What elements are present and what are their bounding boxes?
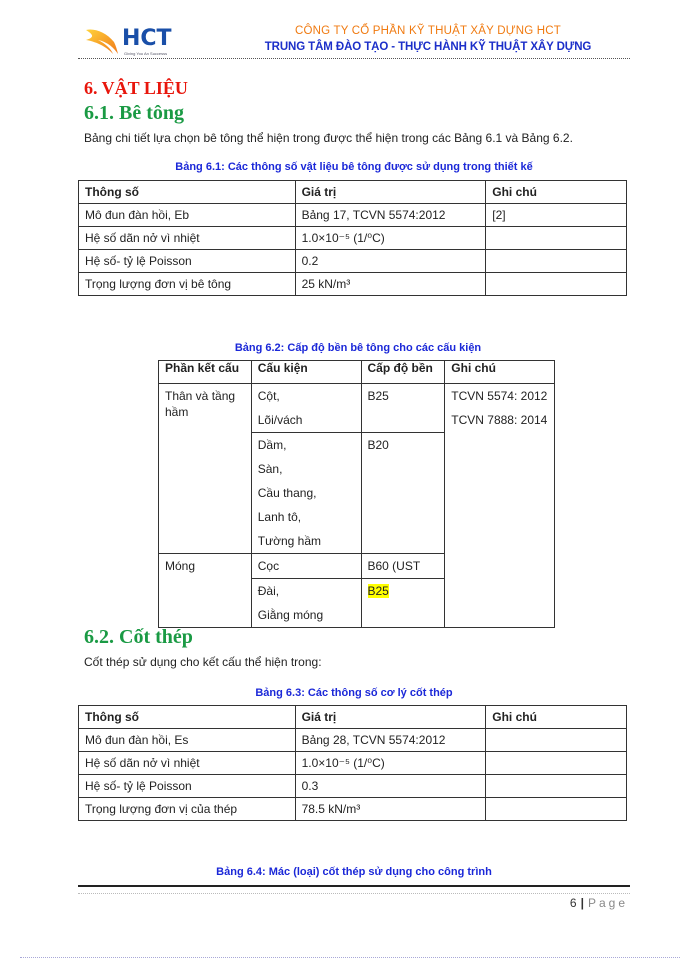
table-6-4-caption: Bảng 6.4: Mác (loại) cốt thép sử dụng cho công trình [216, 866, 492, 878]
table-row [79, 250, 627, 273]
grade-cell [361, 554, 445, 579]
page-header [78, 22, 630, 60]
table-cell: Mô đun đàn hồi, Eb [79, 204, 296, 227]
table-cell [486, 273, 627, 296]
header-cell: Thông số [79, 181, 296, 204]
page-label: Page [587, 896, 628, 910]
header-cell: Cấu kiện [251, 361, 361, 384]
member-name: Cầu thang, [257, 486, 317, 500]
header-cell: Phần kết cấu [159, 361, 252, 384]
notes-cell [445, 384, 555, 628]
table-cell [486, 798, 627, 821]
content-bottom-rule [78, 885, 630, 887]
table-cell: 1.0×10⁻⁵ (1/⁰C) [295, 752, 486, 775]
header-cell: Cấp độ bền [361, 361, 445, 384]
table-6-2 [158, 360, 555, 628]
member-name: Sàn, [257, 462, 283, 476]
company-logo [84, 24, 184, 58]
header-cell: Ghi chú [486, 181, 627, 204]
table-cell: Bảng 17, TCVN 5574:2012 [295, 204, 486, 227]
table-row [159, 384, 555, 433]
structure-part-cell: Thân và tầng hầm [159, 384, 252, 554]
table-row [79, 273, 627, 296]
page-boundary [20, 957, 680, 958]
note-line: TCVN 7888: 2014 [451, 413, 548, 427]
structure-part-name: Móng [165, 559, 196, 573]
header-cell: Giá trị [295, 181, 486, 204]
member-name: Tường hầm [257, 534, 322, 548]
header-divider [78, 58, 630, 59]
grade-value: B20 [367, 438, 389, 452]
note-line: TCVN 5574: 2012 [451, 389, 548, 403]
swoosh-icon [84, 24, 124, 58]
company-name: CÔNG TY CỔ PHẦN KỸ THUẬT XÂY DỰNG HCT [294, 25, 561, 37]
table-header-row [159, 361, 555, 384]
table-cell: 0.2 [295, 250, 486, 273]
table-cell: Trọng lượng đơn vị của thép [79, 798, 296, 821]
table-cell: [2] [486, 204, 627, 227]
table-row [79, 729, 627, 752]
table-cell: 0.3 [295, 775, 486, 798]
table-cell: Mô đun đàn hồi, Es [79, 729, 296, 752]
training-center-name: TRUNG TÂM ĐÀO TẠO - THỰC HÀNH KỸ THUẬT XÂY DỰNG [264, 41, 592, 53]
member-name: Dầm, [257, 438, 287, 452]
grade-value: B25 [367, 389, 389, 403]
table-cell: 1.0×10⁻⁵ (1/⁰C) [295, 227, 486, 250]
steel-intro: Cốt thép sử dụng cho kết cấu thể hiện trong: [84, 655, 322, 669]
member-name: Đài, [257, 584, 280, 598]
table-6-1-caption: Bảng 6.1: Các thông số vật liệu bê tông được sử dụng trong thiết kế [175, 161, 533, 173]
table-cell: Hệ số dãn nở vì nhiệt [79, 227, 296, 250]
table-header-row [79, 181, 627, 204]
table-cell [486, 250, 627, 273]
table-row [79, 227, 627, 250]
member-name: Lanh tô, [257, 510, 302, 524]
table-cell: 78.5 kN/m³ [295, 798, 486, 821]
table-6-3 [78, 705, 627, 821]
subsection-title-concrete: 6.1. Bê tông [84, 102, 184, 124]
table-header-row [79, 706, 627, 729]
member-name: Cột, [257, 389, 280, 403]
page-footer [570, 896, 628, 910]
subsection-title-steel: 6.2. Cốt thép [84, 626, 193, 648]
table-cell: Hệ số- tỷ lệ Poisson [79, 775, 296, 798]
table-6-3-caption: Bảng 6.3: Các thông số cơ lý cốt thép [255, 687, 453, 699]
member-cell [251, 433, 361, 554]
logo-text: HCT [122, 26, 172, 51]
member-cell [251, 554, 361, 579]
footer-separator: | [580, 896, 584, 910]
page-number: 6 [569, 896, 577, 910]
grade-cell [361, 579, 445, 628]
member-name: Cọc [257, 559, 280, 573]
table-cell: 25 kN/m³ [295, 273, 486, 296]
table-cell [486, 227, 627, 250]
member-name: Giằng móng [257, 608, 324, 622]
highlighted-grade-value: B25 [367, 584, 389, 598]
table-cell: Hệ số dãn nở vì nhiệt [79, 752, 296, 775]
table-cell [486, 752, 627, 775]
table-row [79, 798, 627, 821]
concrete-intro: Bảng chi tiết lựa chọn bê tông thể hiện trong được thể hiện trong các Bảng 6.1 và Bảng 6.2. [84, 131, 573, 145]
grade-cell [361, 433, 445, 554]
table-cell [486, 729, 627, 752]
table-cell [486, 775, 627, 798]
grade-value: B60 (UST [367, 559, 421, 573]
table-cell: Hệ số- tỷ lệ Poisson [79, 250, 296, 273]
header-cell: Ghi chú [486, 706, 627, 729]
table-row [79, 204, 627, 227]
structure-part-cell [159, 554, 252, 628]
table-6-2-caption: Bảng 6.2: Cấp độ bền bê tông cho các cấu kiện [234, 342, 482, 354]
table-6-1 [78, 180, 627, 296]
table-cell: Trọng lượng đơn vị bê tông [79, 273, 296, 296]
table-cell: Bảng 28, TCVN 5574:2012 [295, 729, 486, 752]
header-cell: Giá trị [295, 706, 486, 729]
grade-cell [361, 384, 445, 433]
header-cell: Thông số [79, 706, 296, 729]
table-row [79, 752, 627, 775]
header-cell: Ghi chú [445, 361, 555, 384]
member-name: Lõi/vách [257, 413, 303, 427]
table-row [79, 775, 627, 798]
member-cell [251, 579, 361, 628]
logo-tagline: Giving You An Successs [124, 51, 168, 56]
section-title: 6. VẬT LIỆU [84, 78, 188, 98]
member-cell [251, 384, 361, 433]
footer-divider [78, 893, 630, 894]
